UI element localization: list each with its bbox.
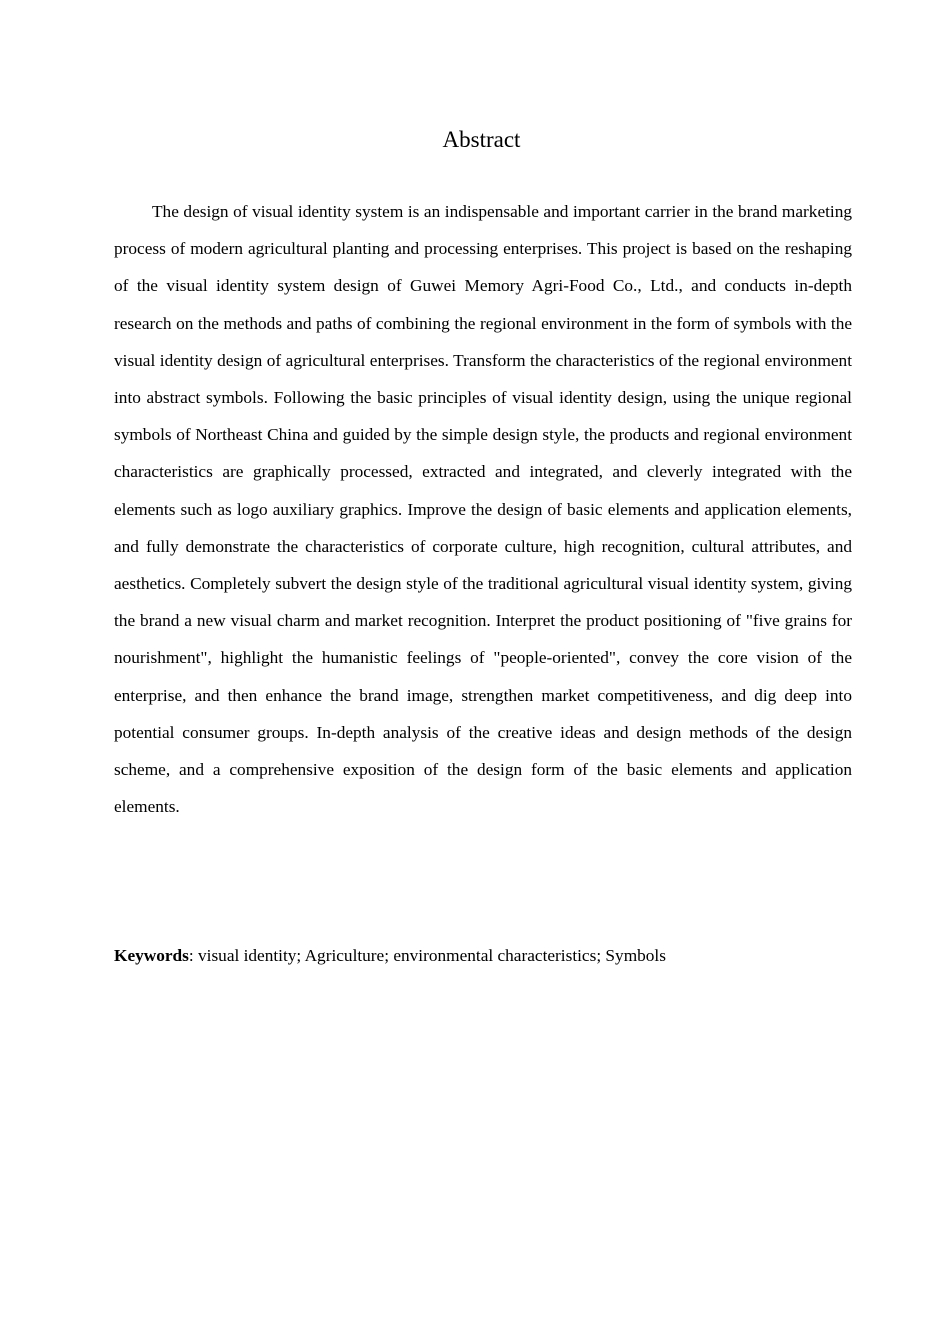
abstract-paragraph: The design of visual identity system is an indispensable and important carrier in the brand marketing process of modern agricultural planting and processing enterprises. This project is based on the reshaping of the visual identity system design of Guwei Memory Agri-Food Co., Ltd., and conducts in-depth research on the methods and paths of combining the regional environment in the form of symbols with the visual identity design of agricultural enterprises. Transform the characteristics of the regional environment into abstract symbols. Following the basic principles of visual identity design, using the unique regional symbols of Northeast China and guided by the simple design style, the products and regional environment characteristics are graphically processed, extracted and integrated, and cleverly integrated with the elements such as logo auxiliary graphics. Improve the design of basic elements and application elements, and fully demonstrate the characteristics of corporate culture, high recognition, cultural attributes, and aesthetics. Completely subvert the design style of the traditional agricultural visual identity system, giving the brand a new visual charm and market recognition. Interpret the product positioning of "five grains for nourishment", highlight the humanistic feelings of "people-oriented", convey the core vision of the enterprise, and then enhance the brand image, strengthen market competitiveness, and dig deep into potential consumer groups. In-depth analysis of the creative ideas and design methods of the design scheme, and a comprehensive exposition of the design form of the basic elements and application elements.: [114, 202, 852, 817]
keywords-label: Keywords: [114, 946, 189, 965]
keywords-text: : visual identity; Agriculture; environmental characteristics; Symbols: [188, 946, 666, 965]
page-title: Abstract: [442, 127, 521, 152]
keywords-line: [114, 937, 852, 974]
